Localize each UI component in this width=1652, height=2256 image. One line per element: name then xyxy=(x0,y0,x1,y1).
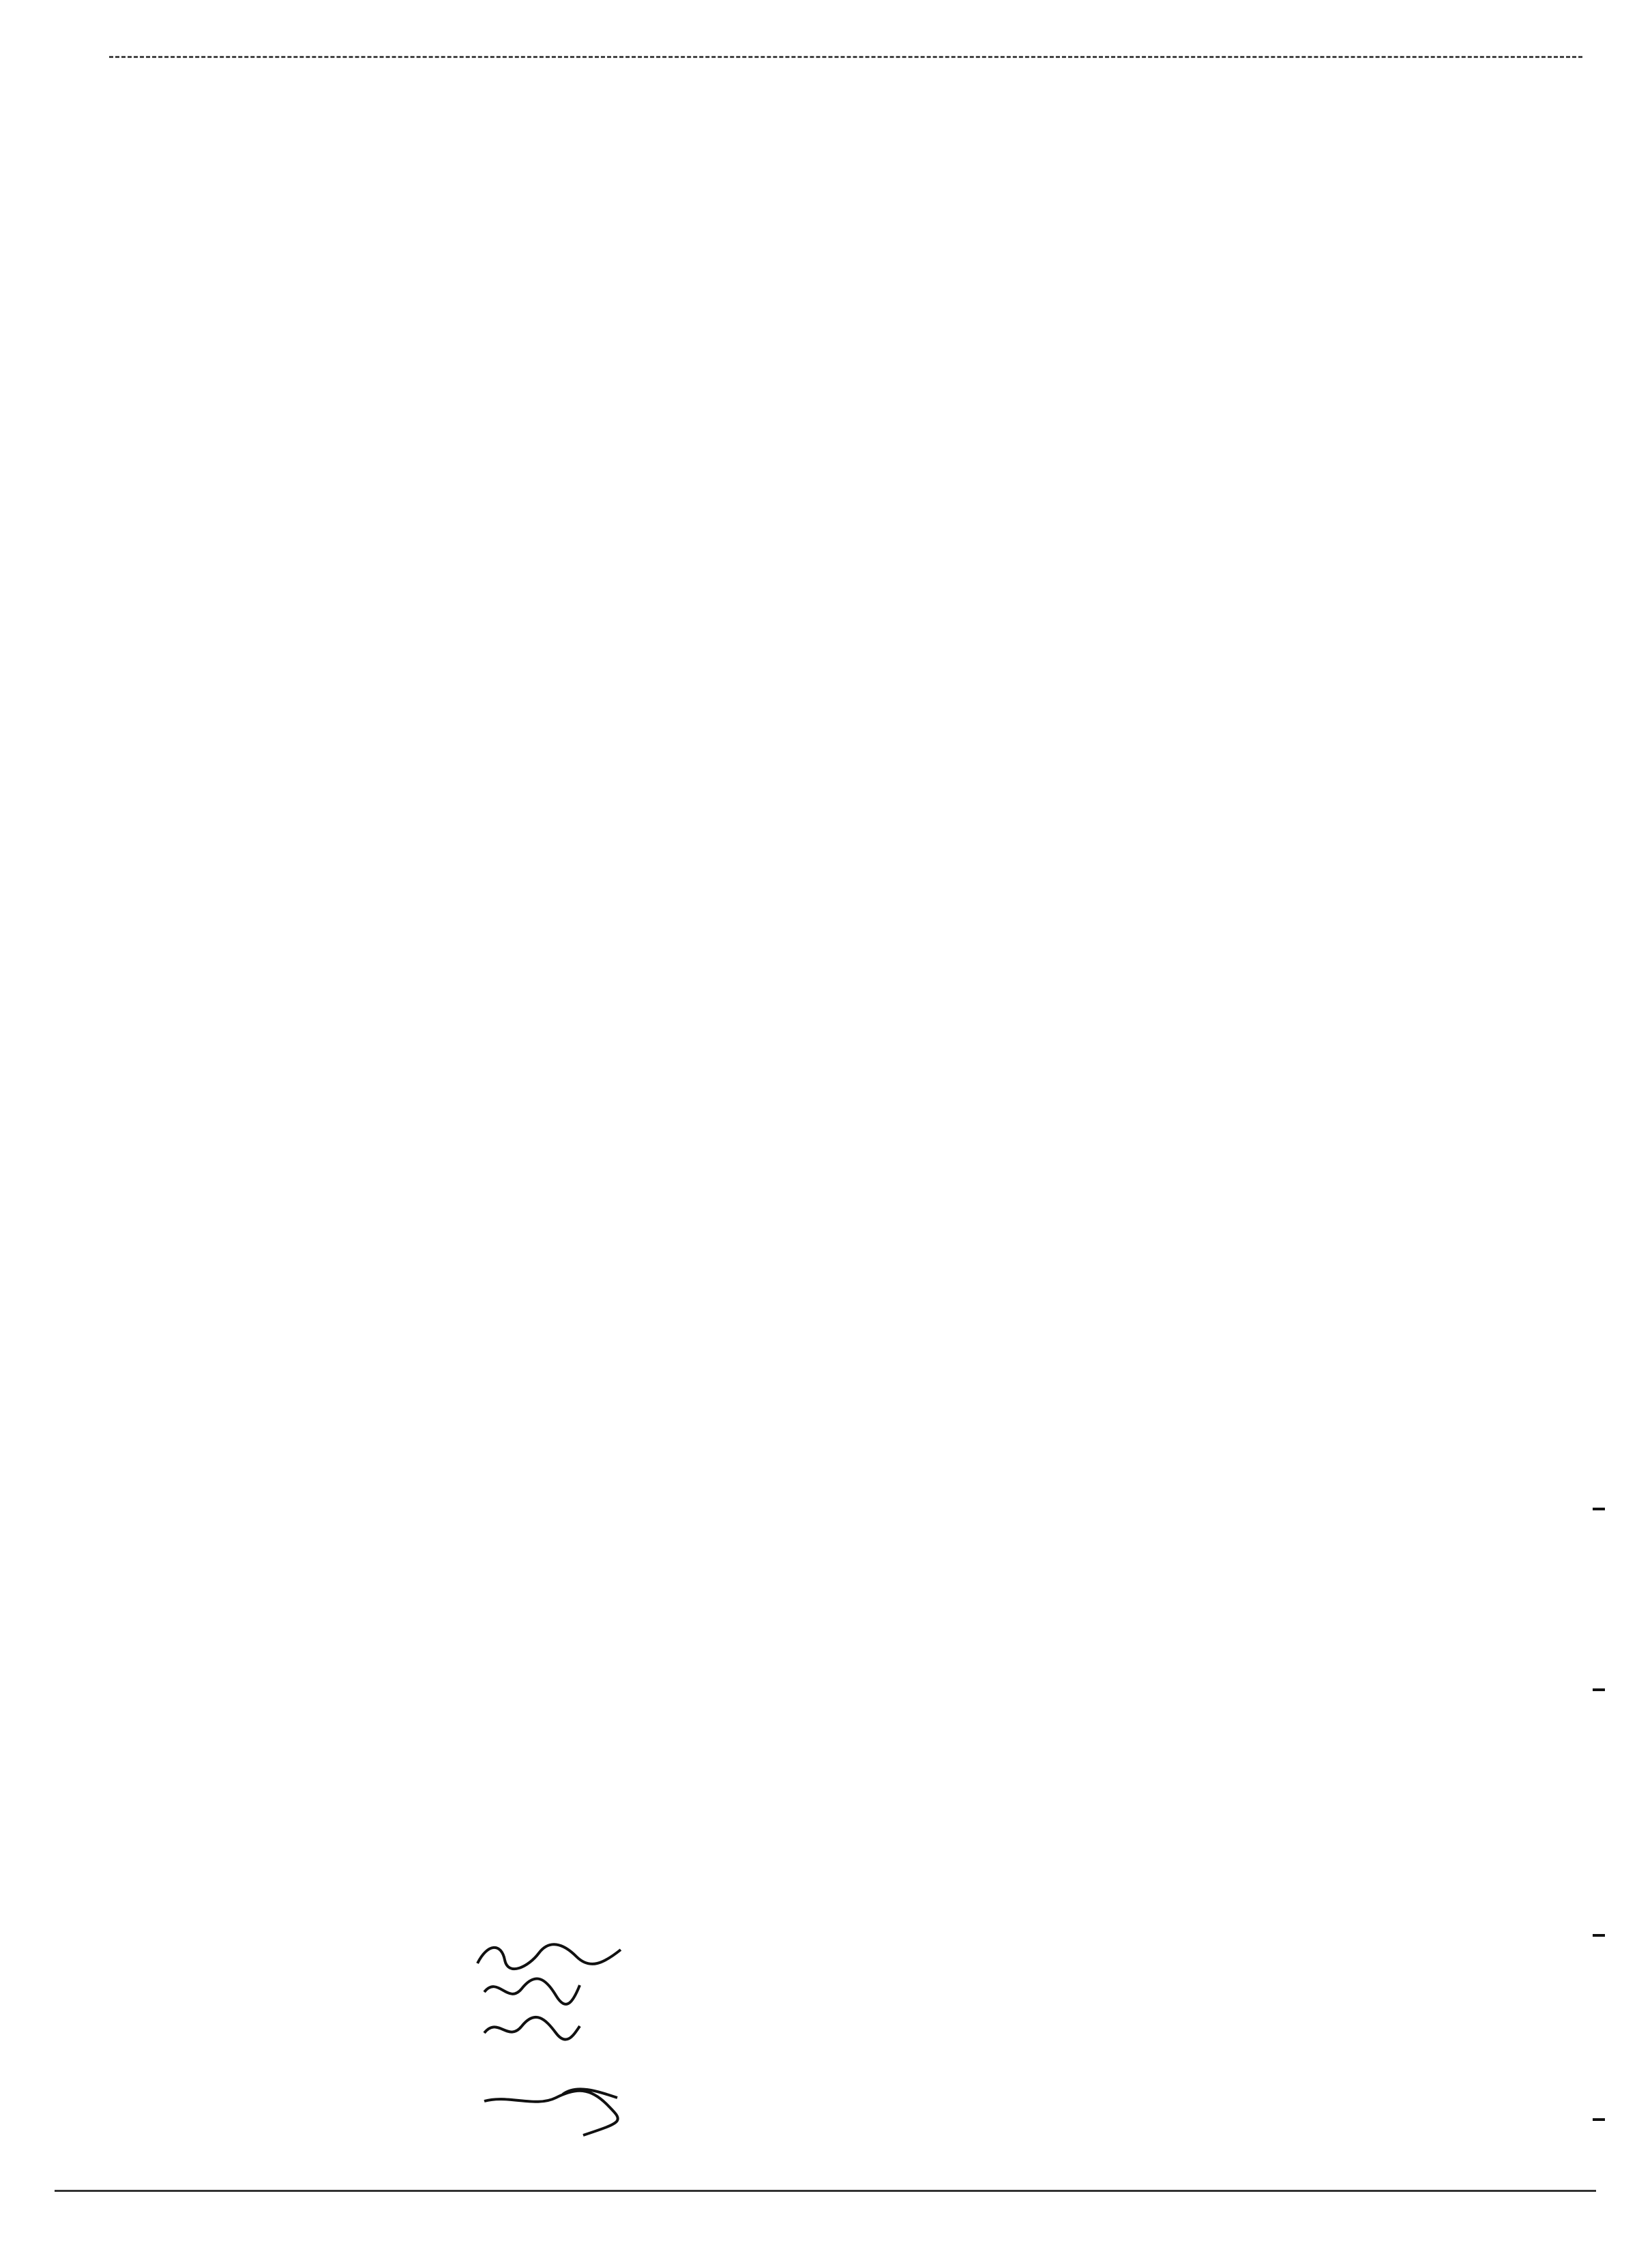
bottom-rule xyxy=(55,2190,1596,2192)
signature-semenova xyxy=(474,1936,624,1977)
signature-chirkov-2 xyxy=(481,2009,583,2050)
edge-mark-1 xyxy=(1593,1508,1605,1510)
signature-chirkov-1 xyxy=(481,1972,583,2012)
edge-mark-2 xyxy=(1593,1688,1605,1691)
edge-mark-4 xyxy=(1593,2118,1605,2121)
top-dashed-rule xyxy=(109,56,1582,58)
signature-altshuller xyxy=(481,2081,638,2142)
edge-mark-3 xyxy=(1593,1934,1605,1937)
